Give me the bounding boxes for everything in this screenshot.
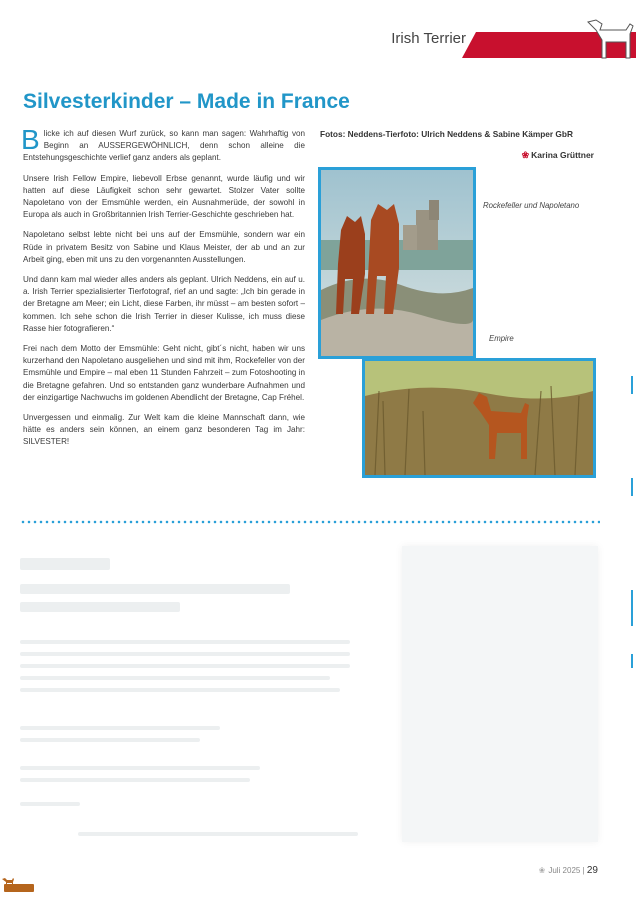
header-banner bbox=[462, 18, 636, 64]
edge-mark bbox=[631, 654, 633, 668]
section-label: Irish Terrier bbox=[391, 30, 466, 47]
edge-mark bbox=[631, 590, 633, 626]
faded-sidebar-box bbox=[402, 546, 598, 842]
page-footer bbox=[539, 865, 598, 876]
photo-illustration bbox=[365, 361, 593, 475]
issue-date: Juli 2025 | bbox=[548, 866, 585, 875]
paragraph-5: Frei nach dem Motto der Emsmühle: Geht nicht, gibt´s nicht, haben wir uns kurzerhand den Napoletano ausgeliehen und sind mit ihm, Rockefeller von der Emsmühle und Empire – mal eben 11 Stunden Fahrzeit – zum Fotoshooting in die Bretagne gefahren. Und so entstanden ganz wunderbare Aufnahmen und der einzigartige Nachwuchs im goldenen Abendlicht der Bretagne, Cap Fréhel. bbox=[23, 344, 305, 402]
photo-rockefeller-napoletano bbox=[318, 167, 476, 359]
edge-mark bbox=[631, 376, 633, 394]
caption-photo-1: Rockefeller und Napoletano bbox=[483, 201, 580, 210]
paragraph-2: Unsere Irish Fellow Empire, liebevoll Erbse genannt, wurde läufig und wir hatten auf diese Läufigkeit schon sehr gewartet. Stolzer Vater sollte Napoletano von der Emsmühle werden, ein Ausnahmerüde, der sowohl in Europa als auch in Großbritannien Irish Terrier-Geschichte geschrieben hat. bbox=[23, 173, 305, 220]
edge-mark bbox=[631, 478, 633, 496]
page-number: 29 bbox=[586, 865, 598, 876]
photo-empire bbox=[362, 358, 596, 478]
photo-credits: Fotos: Neddens-Tierfoto: Ulrich Neddens & Sabine Kämper GbR bbox=[320, 129, 573, 139]
author-line: ❀ Karina Grüttner bbox=[521, 150, 594, 160]
drop-cap: B bbox=[21, 124, 40, 155]
caption-photo-2: Empire bbox=[489, 334, 514, 343]
corner-logo bbox=[4, 884, 34, 892]
dotted-divider bbox=[20, 520, 600, 524]
article-body bbox=[21, 124, 305, 457]
paragraph-6: Unvergessen und einmalig. Zur Welt kam die kleine Mannschaft dann, wie hätte es anders sein können, an einem ganz besonderen Tag im Jahr: SILVESTER! bbox=[23, 413, 305, 447]
paragraph-1: Blicke ich auf diesen Wurf zurück, so kann man sagen: Wahrhaftig von Beginn an AUSSERGEWÖHNLICH, denn schon alleine die Entstehungsgeschichte verlief ganz anders als geplant. bbox=[21, 124, 305, 163]
paw-icon: ❀ bbox=[521, 150, 530, 160]
paragraph-4: Und dann kam mal wieder alles anders als geplant. Ulrich Neddens, ein auf u. a. Irish Terrier spezialisierter Tierfotograf, rief an und sagte: „Ich bin gerade in der Bretagne am Meer; ein Licht, diese Farben, ihr müsst – am besten sofort – kommen. Ich sehe schon die Irish Terrier in dieser Kulisse, ich muss diese Rasse hier fotografieren.“ bbox=[23, 275, 305, 333]
paragraph-3: Napoletano selbst lebte nicht bei uns auf der Emsmühle, sondern war ein Rüde in privatem Besitz von Sabine und Klaus Meister, der ab und an zur Arbeit ging, eben mit uns zu den vorgenannten Ausstellungen. bbox=[23, 230, 305, 264]
article-title: Silvesterkinder – Made in France bbox=[23, 90, 350, 113]
photo-illustration bbox=[321, 170, 473, 356]
paw-icon: ❀ bbox=[538, 866, 546, 875]
